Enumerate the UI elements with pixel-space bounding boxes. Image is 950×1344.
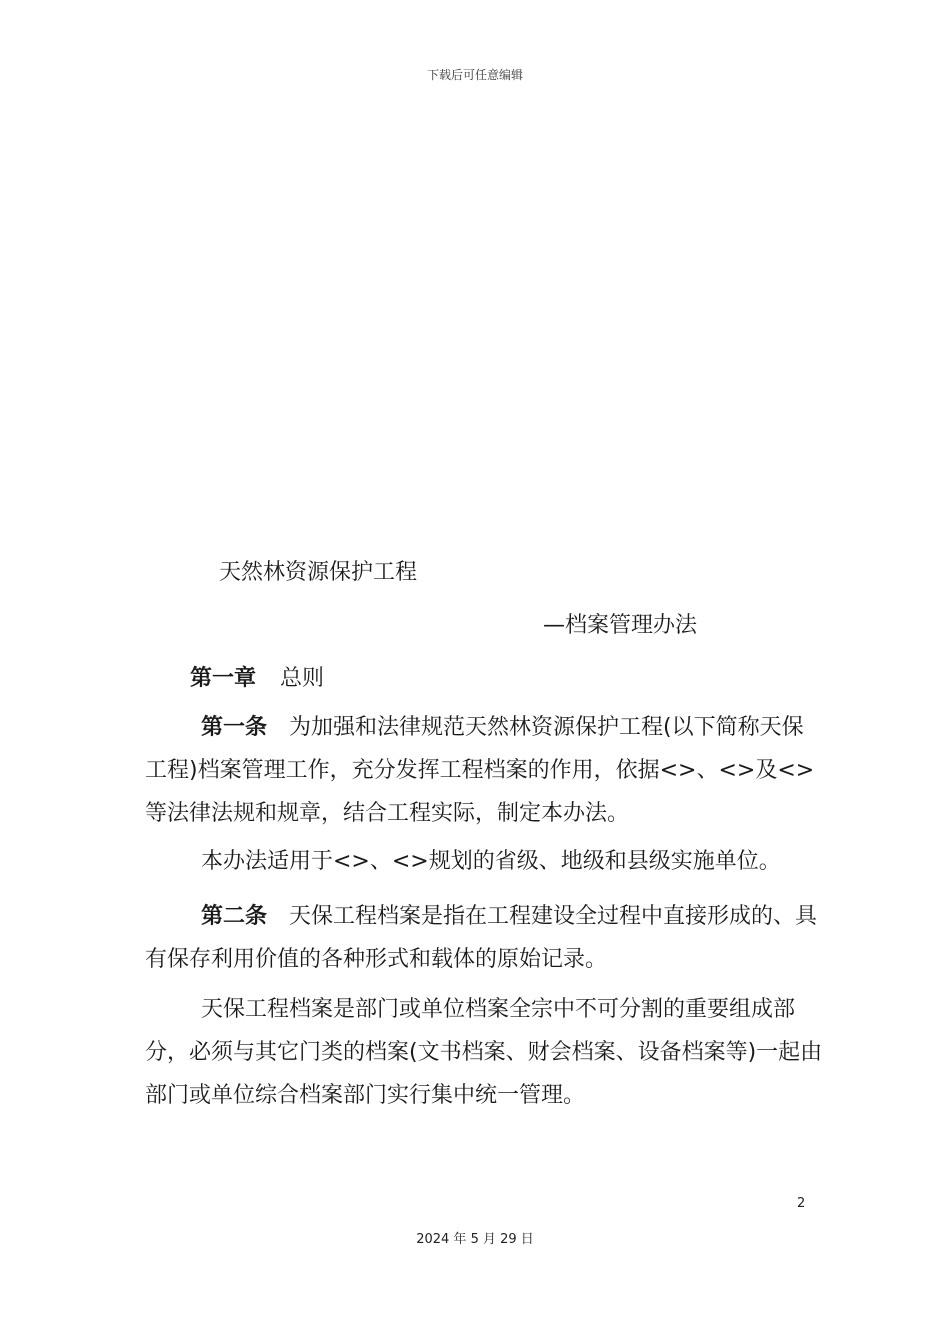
footer-date: 2024 年 5 月 29 日 xyxy=(416,1232,534,1247)
page-number: 2 xyxy=(797,1196,806,1211)
paragraph-scope xyxy=(145,840,825,883)
paragraph-text: 本办法适用于<>、<>规划的省级、地级和县级实施单位。 xyxy=(201,849,781,874)
paragraph-text: 天保工程档案是部门或单位档案全宗中不可分割的重要组成部分，必须与其它门类的档案(文书档案、财会档案、设备档案等)一起由部门或单位综合档案部门实行集中统一管理。 xyxy=(145,997,823,1108)
chapter-name: 总则 xyxy=(280,666,325,691)
document-title-line1: 天然林资源保护工程 xyxy=(219,560,418,585)
article-label: 第二条 xyxy=(201,904,268,929)
paragraph-text: 为加强和法律规范天然林资源保护工程(以下简称天保工程)档案管理工作，充分发挥工程档案的作用，依据<>、<>及<>等法律法规和规章，结合工程实际，制定本办法。 xyxy=(145,715,815,826)
paragraph-article-1 xyxy=(145,706,825,835)
header-note: 下载后可任意编辑 xyxy=(426,68,523,82)
paragraph-article-2 xyxy=(145,895,825,981)
chapter-number: 第一章 xyxy=(190,666,257,691)
chapter-heading xyxy=(190,661,324,692)
document-title-line2: —档案管理办法 xyxy=(543,613,698,638)
paragraph-text: 天保工程档案是指在工程建设全过程中直接形成的、具有保存利用价值的各种形式和载体的原始记录。 xyxy=(145,904,818,972)
paragraph-archive-management xyxy=(145,988,825,1117)
article-label: 第一条 xyxy=(201,715,268,740)
